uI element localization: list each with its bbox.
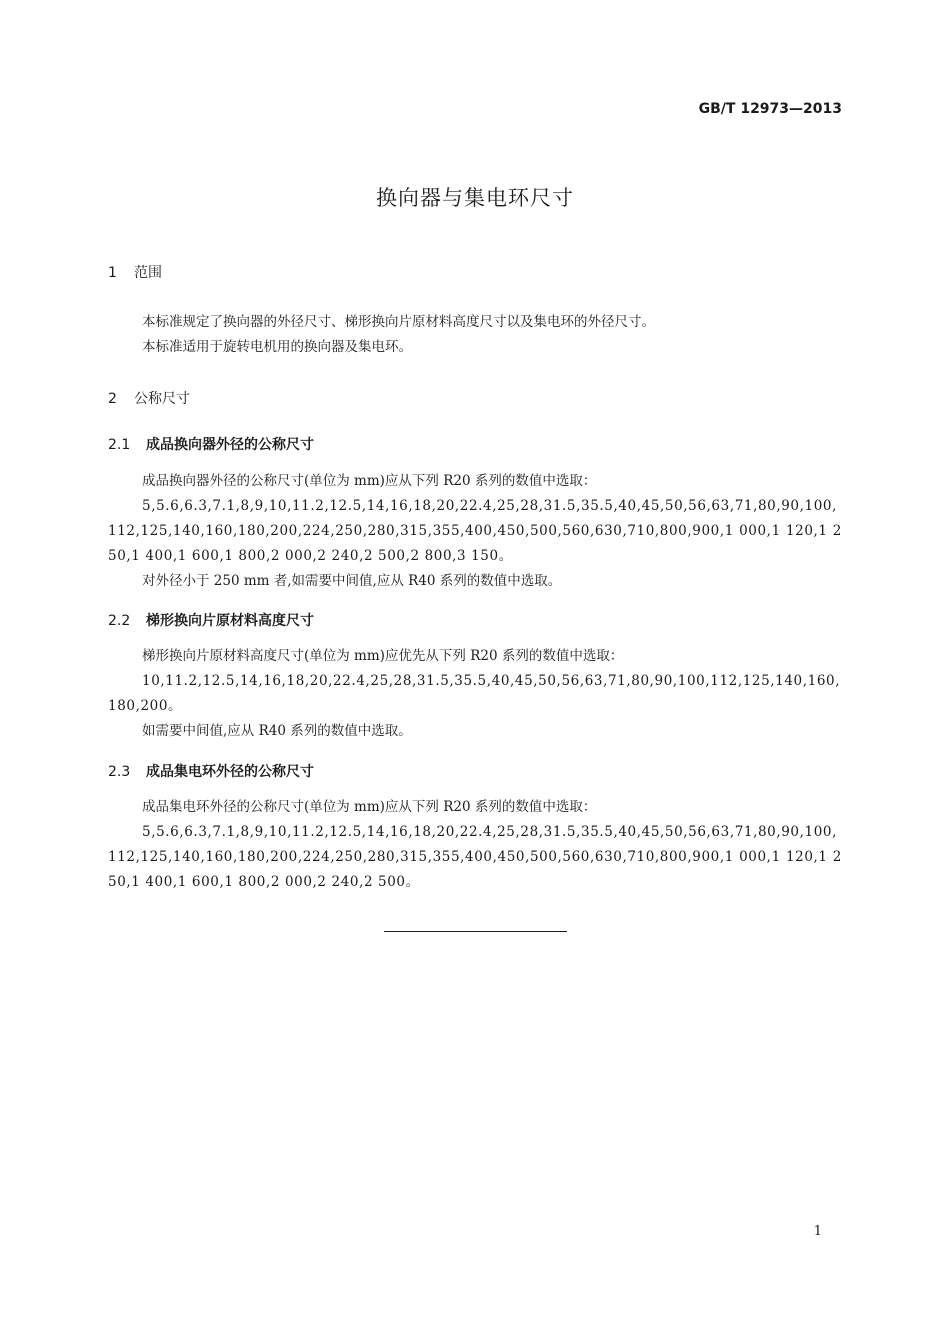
section-2-1-body <box>108 469 842 594</box>
slip-ring-intro: 成品集电环外径的公称尺寸(单位为 mm)应从下列 R20 系列的数值中选取： <box>142 799 597 815</box>
end-rule <box>384 931 567 932</box>
slip-ring-values: 5,5.6,6.3,7.1,8,9,10,11.2,12.5,14,16,18,20,22.4,25,28,31.5,35.5,40,45,50,56,63,71,80,90,100,112,125,140,160,180,200,224,250,280,315,355,400,450,500,560,630,710,800,900,1 000,1 120,1 250,1 400,1 600,1 800,2 000,2 240,2 500。 <box>108 824 842 890</box>
section-2-3-heading <box>108 761 314 781</box>
commutator-note: 对外径小于 250 mm 者,如需要中间值,应从 R40 系列的数值中选取。 <box>142 573 562 589</box>
commutator-values: 5,5.6,6.3,7.1,8,9,10,11.2,12.5,14,16,18,20,22.4,25,28,31.5,35.5,40,45,50,56,63,71,80,90,100,112,125,140,160,180,200,224,250,280,315,355,400,450,500,560,630,710,800,900,1 000,1 120,1 250,1 400,1 600,1 800,2 000,2 240,2 500,2 800,3 150。 <box>108 498 842 564</box>
section-2-2-body <box>108 644 842 744</box>
section-2-heading <box>108 388 190 408</box>
section-title: 公称尺寸 <box>134 391 190 407</box>
section-2-2-heading <box>108 610 314 630</box>
section-title: 成品集电环外径的公称尺寸 <box>146 764 314 780</box>
page-number: 1 <box>813 1224 822 1239</box>
section-number: 1 <box>108 265 117 281</box>
section-2-3-body <box>108 795 842 895</box>
section-2-1-heading <box>108 434 314 454</box>
section-1-body <box>108 310 842 360</box>
section-1-heading <box>108 262 162 282</box>
section-number: 2.2 <box>108 613 131 629</box>
segment-height-note: 如需要中间值,应从 R40 系列的数值中选取。 <box>142 723 412 739</box>
segment-height-intro: 梯形换向片原材料高度尺寸(单位为 mm)应优先从下列 R20 系列的数值中选取： <box>142 648 624 664</box>
section-title: 梯形换向片原材料高度尺寸 <box>146 613 314 629</box>
section-number: 2 <box>108 391 117 407</box>
standard-number: GB/T 12973—2013 <box>698 101 842 117</box>
scope-paragraph-1: 本标准规定了换向器的外径尺寸、梯形换向片原材料高度尺寸以及集电环的外径尺寸。 <box>142 314 655 330</box>
section-number: 2.3 <box>108 764 131 780</box>
scope-paragraph-2: 本标准适用于旋转电机用的换向器及集电环。 <box>142 339 412 355</box>
section-title: 成品换向器外径的公称尺寸 <box>146 437 314 453</box>
section-number: 2.1 <box>108 437 131 453</box>
segment-height-values: 10,11.2,12.5,14,16,18,20,22.4,25,28,31.5,35.5,40,45,50,56,63,71,80,90,100,112,125,140,160,180,200。 <box>108 673 841 714</box>
commutator-intro: 成品换向器外径的公称尺寸(单位为 mm)应从下列 R20 系列的数值中选取： <box>142 473 597 489</box>
document-title: 换向器与集电环尺寸 <box>376 186 574 210</box>
section-title: 范围 <box>134 265 162 281</box>
